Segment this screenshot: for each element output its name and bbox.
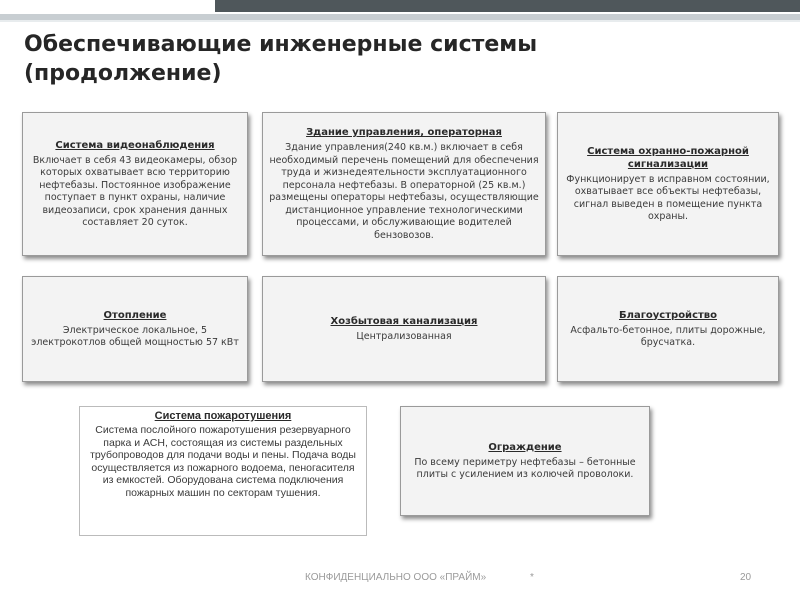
fire-suppression-heading: Система пожаротушения <box>154 410 292 422</box>
top-thin-stripe <box>0 20 800 22</box>
fire-alarm-box <box>557 112 779 256</box>
slide-title <box>24 30 584 88</box>
heating-text: Электрическое локальное, 5 электрокотлов общей мощностью 57 кВт <box>31 324 239 348</box>
fire-suppression-text: Система послойного пожаротушения резервуарного парка и АСН, состоящая из системы раздельных трубопроводов для подачи воды и пены. Подача воды осуществляется из пожарного водоема, пеногасителя из емкостей. Оборудована система подключения пожарных машин по секторам тушения. <box>90 424 356 499</box>
fencing-text: По всему периметру нефтебазы – бетонные плиты с усилением из колючей проволоки. <box>414 456 636 480</box>
fencing-heading: Ограждение <box>488 441 562 453</box>
landscaping-heading: Благоустройство <box>619 309 717 321</box>
slide-title-line-2: (продолжение) <box>24 61 222 86</box>
fire-alarm-heading: Система охранно-пожарной сигнализации <box>587 145 749 170</box>
top-dark-band <box>215 0 800 12</box>
footer-page-number: 20 <box>740 572 752 583</box>
control-building-box <box>262 112 546 256</box>
landscaping-box <box>557 276 779 382</box>
heating-heading: Отопление <box>103 309 167 321</box>
video-surveillance-text: Включает в себя 43 видеокамеры, обзор которых охватывает всю территорию нефтебазы. Постоянное изображение поступает в пункт охраны, наличие видеозаписи, срок хранения данных составляет 20 суток. <box>32 154 238 228</box>
heating-box <box>22 276 248 382</box>
video-surveillance-heading: Система видеонаблюдения <box>55 139 215 151</box>
footer-company: КОНФИДЕНЦИАЛЬНО ООО «ПРАЙМ» <box>305 572 487 583</box>
control-building-text: Здание управления(240 кв.м.) включает в себя необходимый перечень помещений для обеспечения труда и жизнедеятельности эксплуатационного персонала нефтебазы. В операторной (25 кв.м.) размещены операторы нефтебазы, осуществляющие дистанционное управление технологическими процессами, и обслуживающие водителей бензовозов. <box>269 142 539 241</box>
footer-asterisk: * <box>530 572 534 583</box>
fire-alarm-text: Функционирует в исправном состоянии, охватывает все объекты нефтебазы, сигнал выведен в помещение пункта охраны. <box>566 173 770 222</box>
video-surveillance-box <box>22 112 248 256</box>
sewerage-box <box>262 276 546 382</box>
sewerage-text: Централизованная <box>356 330 452 342</box>
slide-title-line-1: Обеспечивающие инженерные системы <box>24 32 538 57</box>
landscaping-text: Асфальто-бетонное, плиты дорожные, брусчатка. <box>570 324 766 348</box>
top-decoration-bar <box>0 0 800 22</box>
fire-suppression-box <box>79 406 367 536</box>
fencing-box <box>400 406 650 516</box>
control-building-heading: Здание управления, операторная <box>306 127 502 138</box>
sewerage-heading: Хозбытовая канализация <box>330 315 478 327</box>
